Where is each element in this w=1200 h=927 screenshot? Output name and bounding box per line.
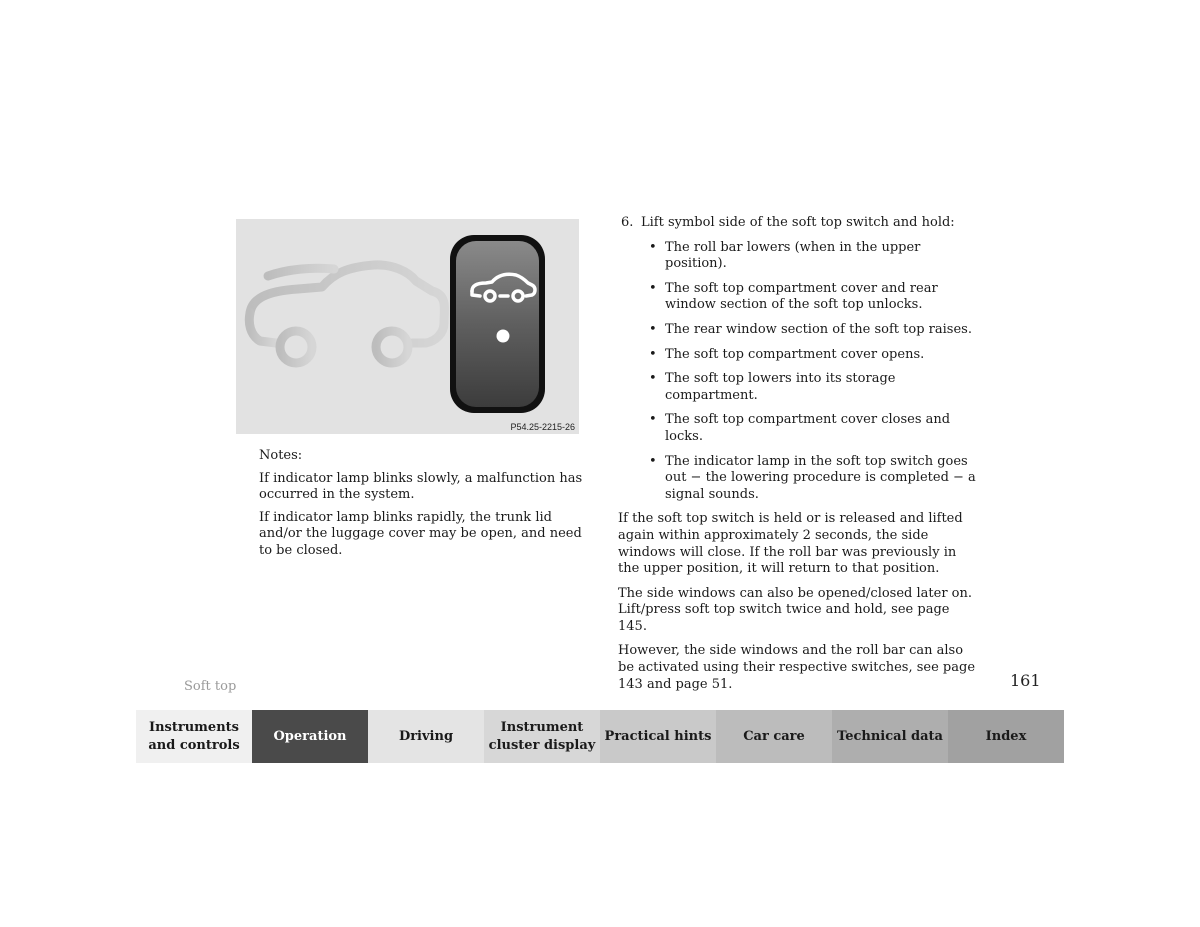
list-item-text: The soft top lowers into its storage compartment. bbox=[665, 371, 896, 403]
soft-top-switch-figure bbox=[236, 219, 579, 434]
list-item-text: The soft top compartment cover and rear window section of the soft top unlocks. bbox=[665, 280, 938, 313]
procedure-paragraph: If the soft top switch is held or is released and lifted again within approximately 2 seconds, the side windows will close. If the roll bar was previously in the upper position, it will return to that position. bbox=[618, 511, 963, 577]
procedure-section bbox=[618, 215, 978, 699]
list-item bbox=[649, 371, 978, 404]
list-item-text: The soft top compartment cover closes and locks. bbox=[665, 412, 951, 444]
figure-code: P54.25-2215-26 bbox=[510, 422, 575, 432]
list-item bbox=[649, 240, 978, 273]
tab-instrument-cluster-display[interactable]: Instrument cluster display bbox=[484, 710, 600, 763]
notes-heading: Notes: bbox=[259, 448, 303, 463]
section-title: Soft top bbox=[184, 679, 237, 694]
bullet-icon: • bbox=[649, 346, 657, 362]
list-item bbox=[649, 347, 978, 364]
tab-operation[interactable]: Operation bbox=[252, 710, 368, 763]
bullet-icon: • bbox=[649, 239, 657, 255]
page-number: 161 bbox=[1010, 671, 1041, 690]
procedure-bullet-list bbox=[618, 240, 978, 504]
bullet-icon: • bbox=[649, 453, 657, 469]
convertible-car-icon bbox=[249, 265, 444, 363]
chapter-nav bbox=[136, 710, 1064, 763]
list-item-text: The rear window section of the soft top raises. bbox=[665, 321, 972, 337]
figure-illustration bbox=[236, 219, 579, 434]
list-item bbox=[649, 454, 978, 504]
list-item-text: The soft top compartment cover opens. bbox=[665, 346, 925, 362]
step-text: Lift symbol side of the soft top switch and hold: bbox=[641, 215, 955, 230]
tab-driving[interactable]: Driving bbox=[368, 710, 484, 763]
bullet-icon: • bbox=[649, 321, 657, 337]
bullet-icon: • bbox=[649, 412, 657, 428]
tab-technical-data[interactable]: Technical data bbox=[832, 710, 948, 763]
notes-section bbox=[259, 448, 589, 566]
tab-instruments-and-controls[interactable]: Instruments and controls bbox=[136, 710, 252, 763]
tab-practical-hints[interactable]: Practical hints bbox=[600, 710, 716, 763]
list-item bbox=[649, 281, 978, 314]
tab-car-care[interactable]: Car care bbox=[716, 710, 832, 763]
procedure-step bbox=[618, 215, 978, 232]
tab-index[interactable]: Index bbox=[948, 710, 1064, 763]
soft-top-switch-icon bbox=[456, 241, 539, 407]
note-paragraph: If indicator lamp blinks rapidly, the trunk lid and/or the luggage cover may be open, and need to be closed. bbox=[259, 509, 582, 558]
list-item bbox=[649, 322, 978, 339]
list-item bbox=[649, 412, 978, 445]
indicator-lamp-icon bbox=[497, 330, 510, 343]
step-number: 6. bbox=[621, 215, 634, 230]
list-item-text: The indicator lamp in the soft top switch goes out − the lowering procedure is completed − a signal sounds. bbox=[665, 453, 976, 502]
note-paragraph: If indicator lamp blinks slowly, a malfunction has occurred in the system. bbox=[259, 470, 583, 503]
procedure-paragraph: However, the side windows and the roll bar can also be activated using their respective switches, see page 143 and page 51. bbox=[618, 643, 976, 692]
list-item-text: The roll bar lowers (when in the upper position). bbox=[665, 239, 921, 272]
bullet-icon: • bbox=[649, 371, 657, 387]
bullet-icon: • bbox=[649, 280, 657, 296]
procedure-paragraph: The side windows can also be opened/closed later on. Lift/press soft top switch twice and hold, see page 145. bbox=[618, 585, 973, 634]
